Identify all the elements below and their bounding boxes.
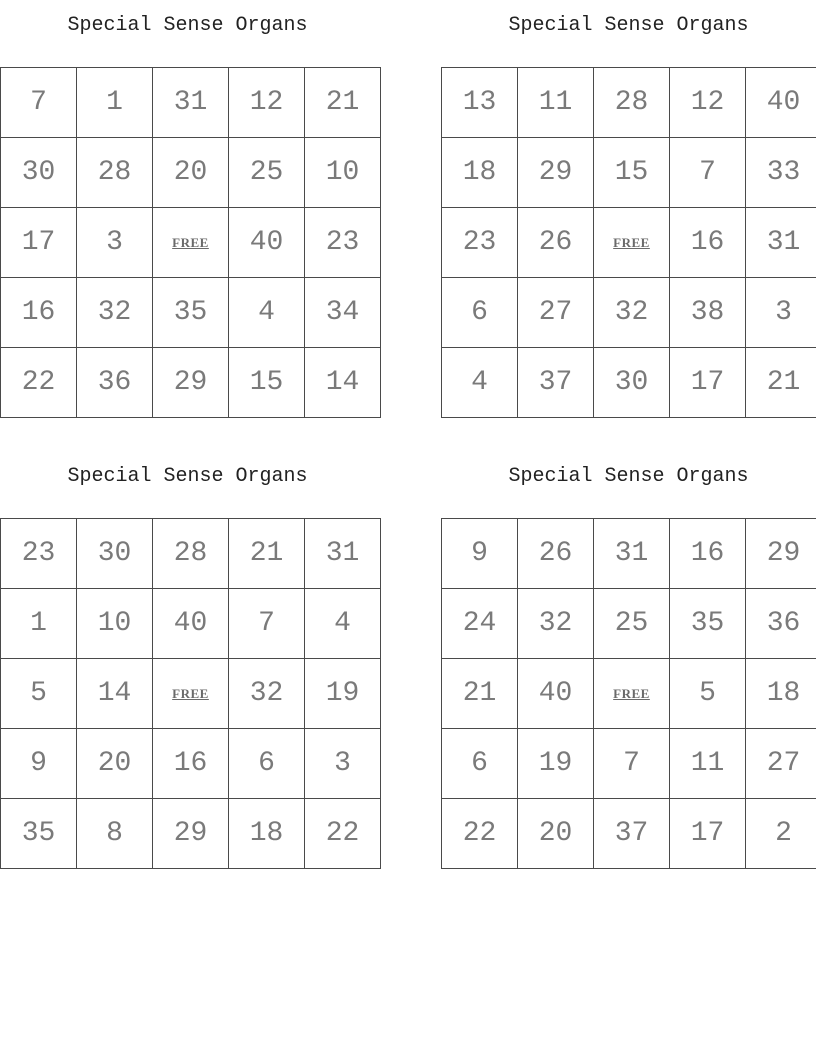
bingo-cell: 29 xyxy=(153,799,229,869)
bingo-cell: 3 xyxy=(77,208,153,278)
bingo-cell: 20 xyxy=(77,729,153,799)
bingo-cell: 7 xyxy=(229,589,305,659)
bingo-cell: 2 xyxy=(746,799,816,869)
bingo-cell: 37 xyxy=(594,799,670,869)
bingo-cell: 35 xyxy=(670,589,746,659)
bingo-cell: 14 xyxy=(77,659,153,729)
bingo-cell: 9 xyxy=(442,519,518,589)
bingo-cell: 31 xyxy=(746,208,816,278)
bingo-grid xyxy=(441,67,816,418)
bingo-cell: 28 xyxy=(594,68,670,138)
bingo-cell: 11 xyxy=(518,68,594,138)
bingo-cell: 40 xyxy=(153,589,229,659)
bingo-cell: 3 xyxy=(746,278,816,348)
bingo-cell: 4 xyxy=(442,348,518,418)
bingo-cell: 16 xyxy=(1,278,77,348)
bingo-cell: 30 xyxy=(1,138,77,208)
bingo-cell: 38 xyxy=(670,278,746,348)
bingo-cell: 21 xyxy=(305,68,381,138)
bingo-cell: 36 xyxy=(77,348,153,418)
bingo-row xyxy=(1,278,381,348)
bingo-cell: 7 xyxy=(1,68,77,138)
free-space: FREE xyxy=(153,659,229,729)
bingo-row xyxy=(442,519,816,589)
bingo-row xyxy=(1,519,381,589)
bingo-cell: 23 xyxy=(305,208,381,278)
bingo-cell: 22 xyxy=(305,799,381,869)
bingo-cell: 21 xyxy=(746,348,816,418)
bingo-cell: 10 xyxy=(305,138,381,208)
bingo-cell: 6 xyxy=(442,729,518,799)
bingo-row xyxy=(442,138,816,208)
bingo-cell: 4 xyxy=(229,278,305,348)
bingo-cell: 40 xyxy=(518,659,594,729)
bingo-cell: 23 xyxy=(442,208,518,278)
bingo-cell: 20 xyxy=(518,799,594,869)
bingo-cell: 19 xyxy=(305,659,381,729)
bingo-row xyxy=(1,729,381,799)
free-space: FREE xyxy=(153,208,229,278)
bingo-cell: 15 xyxy=(229,348,305,418)
card-title: Special Sense Organs xyxy=(67,465,308,488)
bingo-cell: 1 xyxy=(1,589,77,659)
bingo-cell: 16 xyxy=(153,729,229,799)
bingo-cell: 33 xyxy=(746,138,816,208)
bingo-row xyxy=(1,799,381,869)
bingo-grid xyxy=(0,67,381,418)
bingo-cell: 40 xyxy=(229,208,305,278)
bingo-cell: 18 xyxy=(229,799,305,869)
bingo-cell: 36 xyxy=(746,589,816,659)
bingo-row xyxy=(442,659,816,729)
bingo-cell: 12 xyxy=(670,68,746,138)
bingo-row xyxy=(1,659,381,729)
bingo-cell: 28 xyxy=(77,138,153,208)
bingo-cell: 29 xyxy=(518,138,594,208)
bingo-row xyxy=(442,208,816,278)
bingo-cell: 18 xyxy=(746,659,816,729)
bingo-cell: 27 xyxy=(518,278,594,348)
bingo-cell: 35 xyxy=(153,278,229,348)
bingo-cell: 6 xyxy=(442,278,518,348)
bingo-row xyxy=(1,68,381,138)
bingo-cell: 5 xyxy=(1,659,77,729)
bingo-cell: 19 xyxy=(518,729,594,799)
bingo-cell: 22 xyxy=(1,348,77,418)
bingo-cell: 4 xyxy=(305,589,381,659)
bingo-row xyxy=(442,589,816,659)
bingo-grid xyxy=(0,518,381,869)
bingo-row xyxy=(442,799,816,869)
bingo-cell: 26 xyxy=(518,519,594,589)
card-title: Special Sense Organs xyxy=(67,14,308,37)
bingo-cell: 11 xyxy=(670,729,746,799)
bingo-cell: 31 xyxy=(594,519,670,589)
bingo-row xyxy=(442,729,816,799)
bingo-cell: 12 xyxy=(229,68,305,138)
bingo-cell: 16 xyxy=(670,208,746,278)
bingo-cell: 30 xyxy=(594,348,670,418)
bingo-cell: 18 xyxy=(442,138,518,208)
bingo-cell: 10 xyxy=(77,589,153,659)
bingo-cell: 13 xyxy=(442,68,518,138)
bingo-cell: 17 xyxy=(670,799,746,869)
bingo-row xyxy=(1,348,381,418)
bingo-cell: 9 xyxy=(1,729,77,799)
bingo-cell: 32 xyxy=(594,278,670,348)
bingo-cell: 29 xyxy=(153,348,229,418)
card-title: Special Sense Organs xyxy=(508,14,749,37)
bingo-cell: 8 xyxy=(77,799,153,869)
bingo-cell: 3 xyxy=(305,729,381,799)
bingo-cell: 17 xyxy=(1,208,77,278)
bingo-cell: 29 xyxy=(746,519,816,589)
bingo-cell: 16 xyxy=(670,519,746,589)
bingo-cell: 24 xyxy=(442,589,518,659)
bingo-cell: 7 xyxy=(594,729,670,799)
free-space: FREE xyxy=(594,659,670,729)
bingo-cell: 22 xyxy=(442,799,518,869)
card-title: Special Sense Organs xyxy=(508,465,749,488)
bingo-cell: 23 xyxy=(1,519,77,589)
bingo-cell: 28 xyxy=(153,519,229,589)
bingo-cell: 1 xyxy=(77,68,153,138)
bingo-cell: 21 xyxy=(442,659,518,729)
bingo-row xyxy=(1,208,381,278)
bingo-cell: 14 xyxy=(305,348,381,418)
bingo-cell: 31 xyxy=(153,68,229,138)
bingo-cell: 32 xyxy=(229,659,305,729)
bingo-cell: 26 xyxy=(518,208,594,278)
bingo-row xyxy=(442,278,816,348)
bingo-cell: 17 xyxy=(670,348,746,418)
free-space: FREE xyxy=(594,208,670,278)
bingo-grid xyxy=(441,518,816,869)
bingo-cell: 35 xyxy=(1,799,77,869)
bingo-cell: 21 xyxy=(229,519,305,589)
bingo-cell: 34 xyxy=(305,278,381,348)
bingo-cell: 25 xyxy=(229,138,305,208)
bingo-cell: 30 xyxy=(77,519,153,589)
bingo-cell: 6 xyxy=(229,729,305,799)
bingo-cell: 5 xyxy=(670,659,746,729)
bingo-cell: 31 xyxy=(305,519,381,589)
bingo-cell: 15 xyxy=(594,138,670,208)
bingo-cell: 27 xyxy=(746,729,816,799)
bingo-row xyxy=(1,589,381,659)
bingo-cell: 32 xyxy=(77,278,153,348)
bingo-row xyxy=(442,348,816,418)
bingo-cell: 7 xyxy=(670,138,746,208)
bingo-cell: 32 xyxy=(518,589,594,659)
bingo-cell: 20 xyxy=(153,138,229,208)
bingo-row xyxy=(442,68,816,138)
bingo-cell: 40 xyxy=(746,68,816,138)
bingo-cell: 25 xyxy=(594,589,670,659)
bingo-row xyxy=(1,138,381,208)
bingo-cell: 37 xyxy=(518,348,594,418)
